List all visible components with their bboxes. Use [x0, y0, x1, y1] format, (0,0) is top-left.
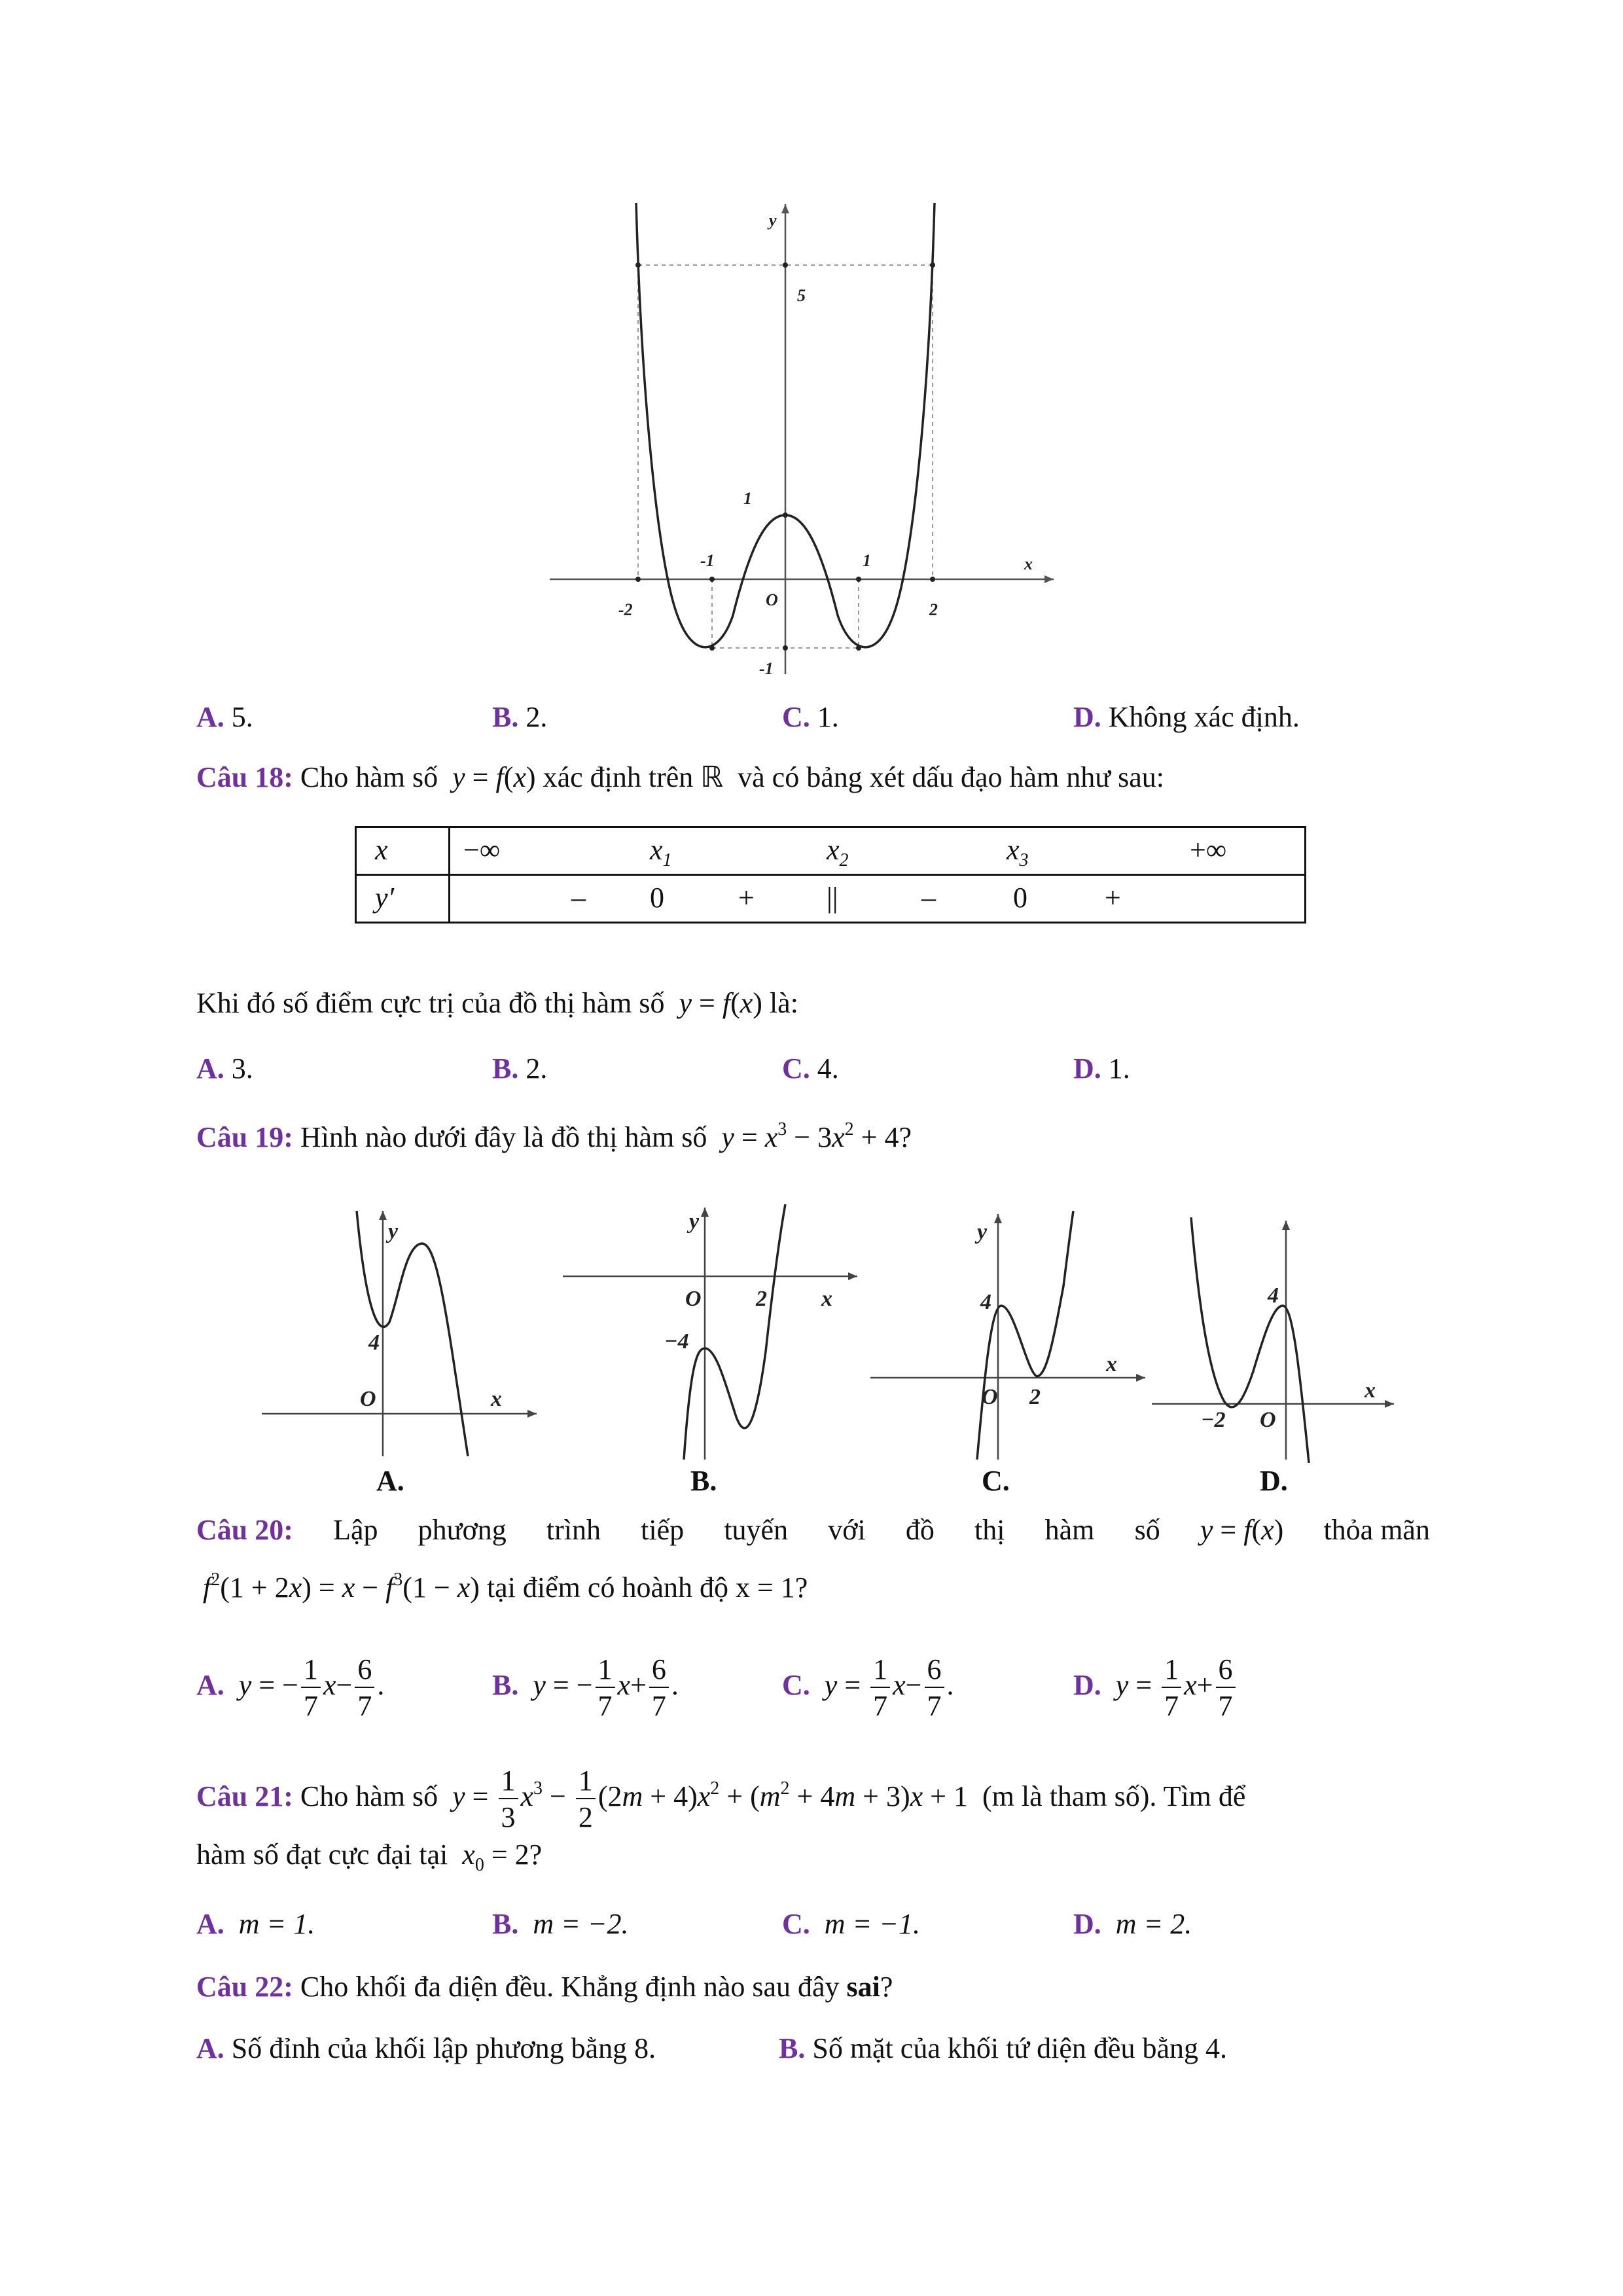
q22-option-b[interactable]: B. Số mặt của khối tứ diện đều bằng 4. — [779, 2032, 1227, 2064]
q17-option-d[interactable]: D. Không xác định. — [1073, 701, 1300, 733]
q19-a-label-y: y — [388, 1219, 399, 1244]
q17-label-x2: 2 — [929, 600, 938, 619]
q20-option-d[interactable]: D. y = $\frac{1}{7}$ x+ $\frac{6}{7}$ — [1073, 1649, 1238, 1721]
q20-option-b[interactable]: B. y = − $\frac{1}{7}$ x+ $\frac{6}{7}$ . — [492, 1653, 679, 1722]
q21-option-b[interactable]: B. m = −2. — [492, 1908, 629, 1940]
q20-option-a[interactable]: A. y = − $\frac{1}{7}$ x− $\frac{6}{7}$ . — [196, 1653, 385, 1722]
q22-option-a[interactable]: A. Số đỉnh của khối lập phương bằng 8. — [196, 2032, 656, 2064]
q17-label-o: O — [766, 590, 778, 609]
q18-option-a[interactable]: A. 3. — [196, 1052, 253, 1085]
q17-label-xm1: -1 — [700, 551, 715, 570]
q17-label-x1: 1 — [863, 551, 871, 570]
q19-a-label-4: 4 — [368, 1331, 380, 1355]
q19-b-label-m4: −4 — [664, 1329, 689, 1354]
q19-c-label-x: x — [1106, 1352, 1117, 1376]
q19-d-label-4: 4 — [1268, 1283, 1279, 1308]
q21-option-c[interactable]: C. m = −1. — [782, 1908, 920, 1940]
q19-b-label-y: y — [689, 1210, 700, 1234]
q19-c-label-4: 4 — [980, 1290, 991, 1314]
q18-stem: Câu 18: Cho hàm số y = f(x) xác định trên ℝ và có bảng xét dấu đạo hàm như sau: — [196, 761, 1165, 794]
q20-stem-line1: Câu 20: Lập phương trình tiếp tuyến với đồ thị hàm số y = f(x) thỏa mãn — [196, 1514, 1430, 1546]
q19-b-label-2: 2 — [756, 1287, 767, 1311]
q21-stem-line2: hàm số đạt cực đại tại $x_0 = 2$? — [196, 1839, 543, 1875]
q18-option-d[interactable]: D. 1. — [1073, 1052, 1130, 1085]
q19-caption-b: B. — [690, 1465, 717, 1497]
q19-c-label-o: O — [982, 1385, 998, 1409]
q20-stem-line2: $f^2(1 + 2x) = x - f^3(1 - x)$ tại điểm có hoành độ x = 1? — [203, 1570, 808, 1604]
q19-caption-c: C. — [982, 1465, 1010, 1497]
q17-label-x: x — [1024, 554, 1033, 573]
q17-label-y: y — [769, 211, 777, 230]
q19-a-label-x: x — [491, 1387, 502, 1411]
q19-caption-d: D. — [1260, 1465, 1288, 1497]
q17-option-c[interactable]: C. 1. — [782, 701, 839, 733]
q17-option-b[interactable]: B. 2. — [492, 701, 548, 733]
q19-d-label-x: x — [1364, 1378, 1376, 1403]
q17-label-xm2: -2 — [618, 600, 633, 619]
q18-question: Khi đó số điểm cực trị của đồ thị hàm số y = f(x) là: — [196, 987, 798, 1019]
q19-d-label-o: O — [1260, 1408, 1276, 1432]
q18-option-b[interactable]: B. 2. — [492, 1052, 548, 1085]
q19-caption-a: A. — [376, 1465, 404, 1497]
q19-c-label-2: 2 — [1029, 1385, 1041, 1409]
q19-b-label-o: O — [685, 1287, 702, 1311]
q19-stem: Câu 19: Hình nào dưới đây là đồ thị hàm số $y = x^3 - 3x^2 + 4$? — [196, 1119, 912, 1153]
q21-stem-line1: Câu 21: Cho hàm số y = $\frac{1}{3}$ $x^3$ − $\frac{1}{2}$ $(2m + 4)x^2 + (m^2 + 4m + 3)x + 1$ (m là tham số). Tìm để — [196, 1764, 1246, 1833]
q22-stem: Câu 22: Cho khối đa diện đều. Khẳng định nào sau đây sai? — [196, 1971, 893, 2003]
q17-label-y5: 5 — [797, 286, 806, 305]
q21-option-a[interactable]: A. m = 1. — [196, 1908, 315, 1940]
q19-graph-d[interactable] — [1149, 1214, 1397, 1463]
q17-graph — [537, 196, 1060, 681]
q19-graph-b[interactable] — [560, 1201, 861, 1463]
q21-option-d[interactable]: D. m = 2. — [1073, 1908, 1192, 1940]
q18-option-c[interactable]: C. 4. — [782, 1052, 839, 1085]
q19-graph-c[interactable] — [867, 1208, 1149, 1463]
q19-c-label-y: y — [977, 1220, 988, 1244]
q20-option-c[interactable]: C. y = $\frac{1}{7}$ x− $\frac{6}{7}$ . — [782, 1653, 954, 1722]
q19-graph-a[interactable] — [259, 1198, 540, 1460]
q19-d-label-m2: −2 — [1201, 1408, 1226, 1432]
q19-b-label-x: x — [821, 1287, 832, 1311]
q17-label-y1: 1 — [743, 489, 752, 508]
q17-option-a[interactable]: A. 5. — [196, 701, 253, 733]
q19-a-label-o: O — [360, 1387, 376, 1411]
q17-label-ym1: -1 — [759, 659, 774, 678]
q18-sign-table: x −∞ $x_1$ $x_2$ $x_3$ +∞ y′ – 0 + || – 0 + — [355, 826, 1306, 924]
